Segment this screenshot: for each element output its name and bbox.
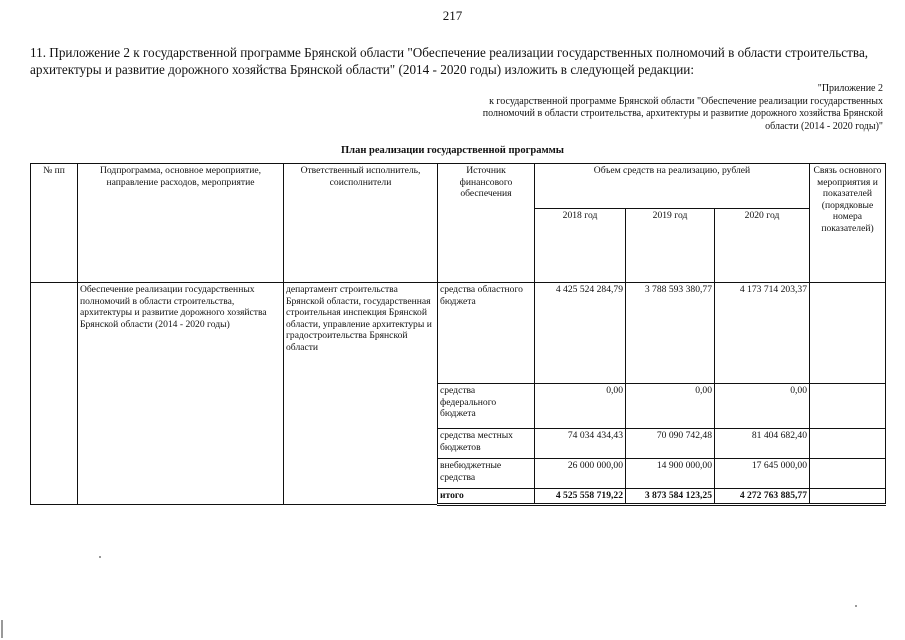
intro-paragraph: 11. Приложение 2 к государственной программе Брянской области "Обеспечение реализации государственных полномочий в области строительства, архитектуры и развитие дорожного хозяйства Брянской области" (2014 - 2020 годы) изложить в следующей редакции: [30,45,869,77]
plan-title: План реализации государственной программы [341,145,564,156]
cell-value-2020: 4 272 763 885,77 [715,489,810,505]
header-subprogram: Подпрограмма, основное мероприятие, направление расходов, мероприятие [78,164,284,283]
cell-value-2018: 74 034 434,43 [535,429,626,459]
cell-link [810,283,886,384]
header-num: № пп [31,164,78,283]
cell-value-2018: 4 525 558 719,22 [535,489,626,505]
cell-link [810,489,886,505]
cell-value-2019: 3 788 593 380,77 [626,283,715,384]
cell-value-2018: 4 425 524 284,79 [535,283,626,384]
cell-source: внебюджетные средства [438,459,535,489]
cell-value-2019: 0,00 [626,384,715,429]
table-row [31,283,886,384]
cell-link [810,384,886,429]
scan-speck [855,605,857,607]
page-number: 217 [442,8,463,23]
header-link: Связь основного мероприятия и показателей (порядковые номера показателей) [810,164,886,283]
cell-source: итого [438,489,535,505]
scan-speck [99,556,101,558]
cell-value-2020: 0,00 [715,384,810,429]
cell-value-2018: 0,00 [535,384,626,429]
scan-edge-mark [1,620,3,638]
header-year-2020: 2020 год [715,209,810,283]
cell-source: средства областного бюджета [438,283,535,384]
cell-subprogram: Обеспечение реализации государственных полномочий в области строительства, архитектуры и развитие дорожного хозяйства Брянской области (2014 - 2020 годы) [78,283,284,505]
header-year-2018: 2018 год [535,209,626,283]
cell-num [31,283,78,505]
plan-table [30,163,886,506]
cell-source: средства местных бюджетов [438,429,535,459]
annex-heading [423,83,883,133]
header-executor: Ответственный исполнитель, соисполнители [284,164,438,283]
cell-value-2018: 26 000 000,00 [535,459,626,489]
cell-source: средства федерального бюджета [438,384,535,429]
cell-value-2020: 17 645 000,00 [715,459,810,489]
cell-link [810,459,886,489]
annex-line-4: области (2014 - 2020 годы)" [765,120,883,132]
cell-value-2019: 3 873 584 123,25 [626,489,715,505]
cell-link [810,429,886,459]
annex-line-1: "Приложение 2 [817,83,883,94]
cell-value-2019: 70 090 742,48 [626,429,715,459]
header-volume: Объем средств на реализацию, рублей [535,164,810,209]
annex-line-3: полномочий в области строительства, архитектуры и развитие дорожного хозяйства Брянской [482,108,883,119]
header-source: Источник финансового обеспечения [438,164,535,283]
cell-value-2020: 81 404 682,40 [715,429,810,459]
header-year-2019: 2019 год [626,209,715,283]
annex-line-2: к государственной программе Брянской области "Обеспечение реализации государственных [489,95,883,107]
cell-value-2019: 14 900 000,00 [626,459,715,489]
cell-executor: департамент строительства Брянской области, государственная строительная инспекция Брянской области, управление архитектуры и градостроительства Брянской области [284,283,438,505]
cell-value-2020: 4 173 714 203,37 [715,283,810,384]
